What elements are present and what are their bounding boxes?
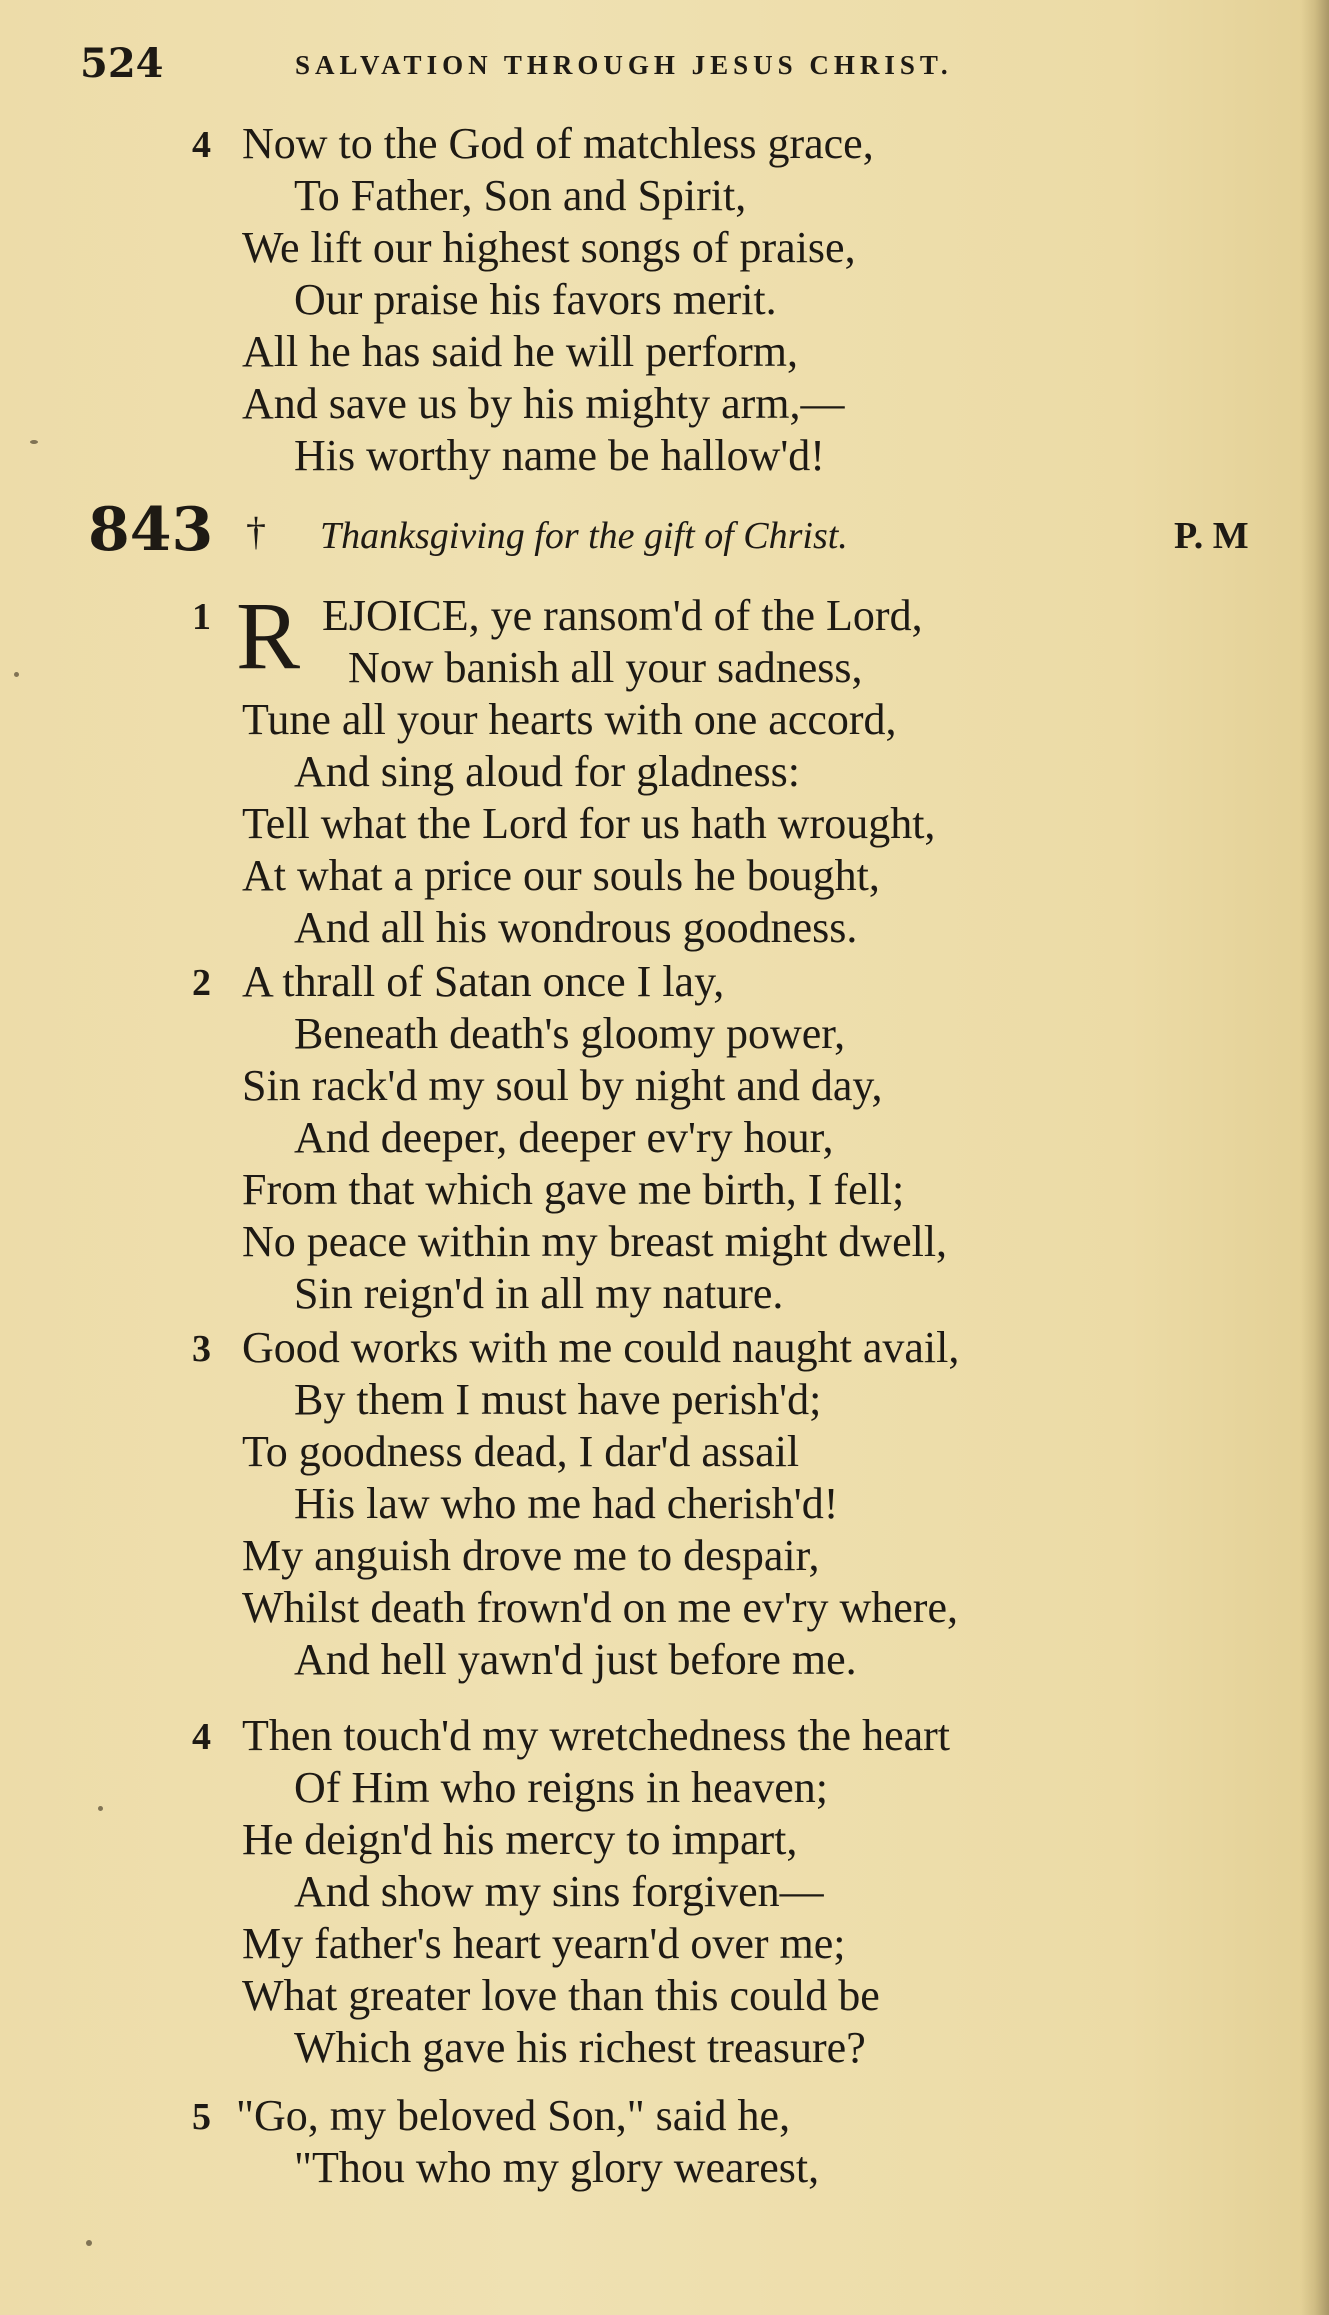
verse-line: "Thou who my glory wearest, [294, 2143, 820, 2192]
verse-number: 5 [192, 2096, 211, 2138]
verse-line: To Father, Son and Spirit, [294, 171, 747, 220]
verse-line: To goodness dead, I dar'd assail [242, 1427, 800, 1476]
verse-line: And show my sins forgiven— [294, 1867, 824, 1916]
verse-line: By them I must have perish'd; [294, 1375, 822, 1424]
verse-line: What greater love than this could be [242, 1971, 880, 2020]
verse-line: From that which gave me birth, I fell; [242, 1165, 905, 1214]
verse-line: Good works with me could naught avail, [242, 1323, 960, 1372]
verse-line: Tune all your hearts with one accord, [242, 695, 897, 744]
hymn-heading [88, 495, 1288, 570]
verse-number: 4 [192, 1716, 211, 1758]
verse-line: EJOICE, ye ransom'd of the Lord, [322, 591, 923, 640]
verse-line: Sin rack'd my soul by night and day, [242, 1061, 883, 1110]
verse-line: And save us by his mighty arm,— [242, 379, 845, 428]
verse-line: We lift our highest songs of praise, [242, 223, 856, 272]
hymn-mark: † [246, 509, 266, 554]
verse-line: And hell yawn'd just before me. [294, 1635, 857, 1684]
hymn-title: Thanksgiving for the gift of Christ. [320, 515, 848, 557]
ink-speck [30, 440, 38, 444]
verse-line: Now to the God of matchless grace, [242, 119, 874, 168]
verse-line: He deign'd his mercy to impart, [242, 1815, 798, 1864]
verse-line: And sing aloud for gladness: [294, 747, 800, 796]
hymn-meter: P. M [1174, 515, 1249, 557]
verse-line: At what a price our souls he bought, [242, 851, 880, 900]
verse-number: 3 [192, 1328, 211, 1370]
drop-cap: R [236, 582, 301, 689]
verse-number: 2 [192, 962, 211, 1004]
verse-line: No peace within my breast might dwell, [242, 1217, 948, 1266]
verse-line: Sin reign'd in all my nature. [294, 1269, 784, 1318]
page-number: 524 [80, 40, 164, 87]
ink-speck [14, 672, 19, 677]
verse-line: "Go, my beloved Son," said he, [236, 2091, 791, 2140]
page-header [80, 40, 1120, 90]
verse-line: Beneath death's gloomy power, [294, 1009, 846, 1058]
verse-line: Then touch'd my wretchedness the heart [242, 1711, 951, 1760]
verse-number: 4 [192, 124, 211, 166]
verse-line: My anguish drove me to despair, [242, 1531, 820, 1580]
verse-line: His worthy name be hallow'd! [294, 431, 825, 480]
hymn-number: 843 [88, 495, 214, 565]
ink-speck [98, 1806, 103, 1811]
page-edge-shadow [1301, 0, 1329, 2315]
verse-line: And all his wondrous goodness. [294, 903, 858, 952]
verse-line: A thrall of Satan once I lay, [242, 957, 725, 1006]
ink-speck [86, 2240, 92, 2246]
verse-line: Now banish all your sadness, [348, 643, 863, 692]
verse-line: Tell what the Lord for us hath wrought, [242, 799, 936, 848]
verse-line: All he has said he will perform, [242, 327, 798, 376]
verse-line: Of Him who reigns in heaven; [294, 1763, 828, 1812]
running-head: SALVATION THROUGH JESUS CHRIST. [295, 50, 953, 80]
verse-line: His law who me had cherish'd! [294, 1479, 839, 1528]
verse-line: And deeper, deeper ev'ry hour, [294, 1113, 834, 1162]
verse-line: Which gave his richest treasure? [294, 2023, 866, 2072]
verse-line: Our praise his favors merit. [294, 275, 777, 324]
verse-line: Whilst death frown'd on me ev'ry where, [242, 1583, 958, 1632]
verse-line: My father's heart yearn'd over me; [242, 1919, 846, 1968]
verse-number: 1 [192, 596, 211, 638]
